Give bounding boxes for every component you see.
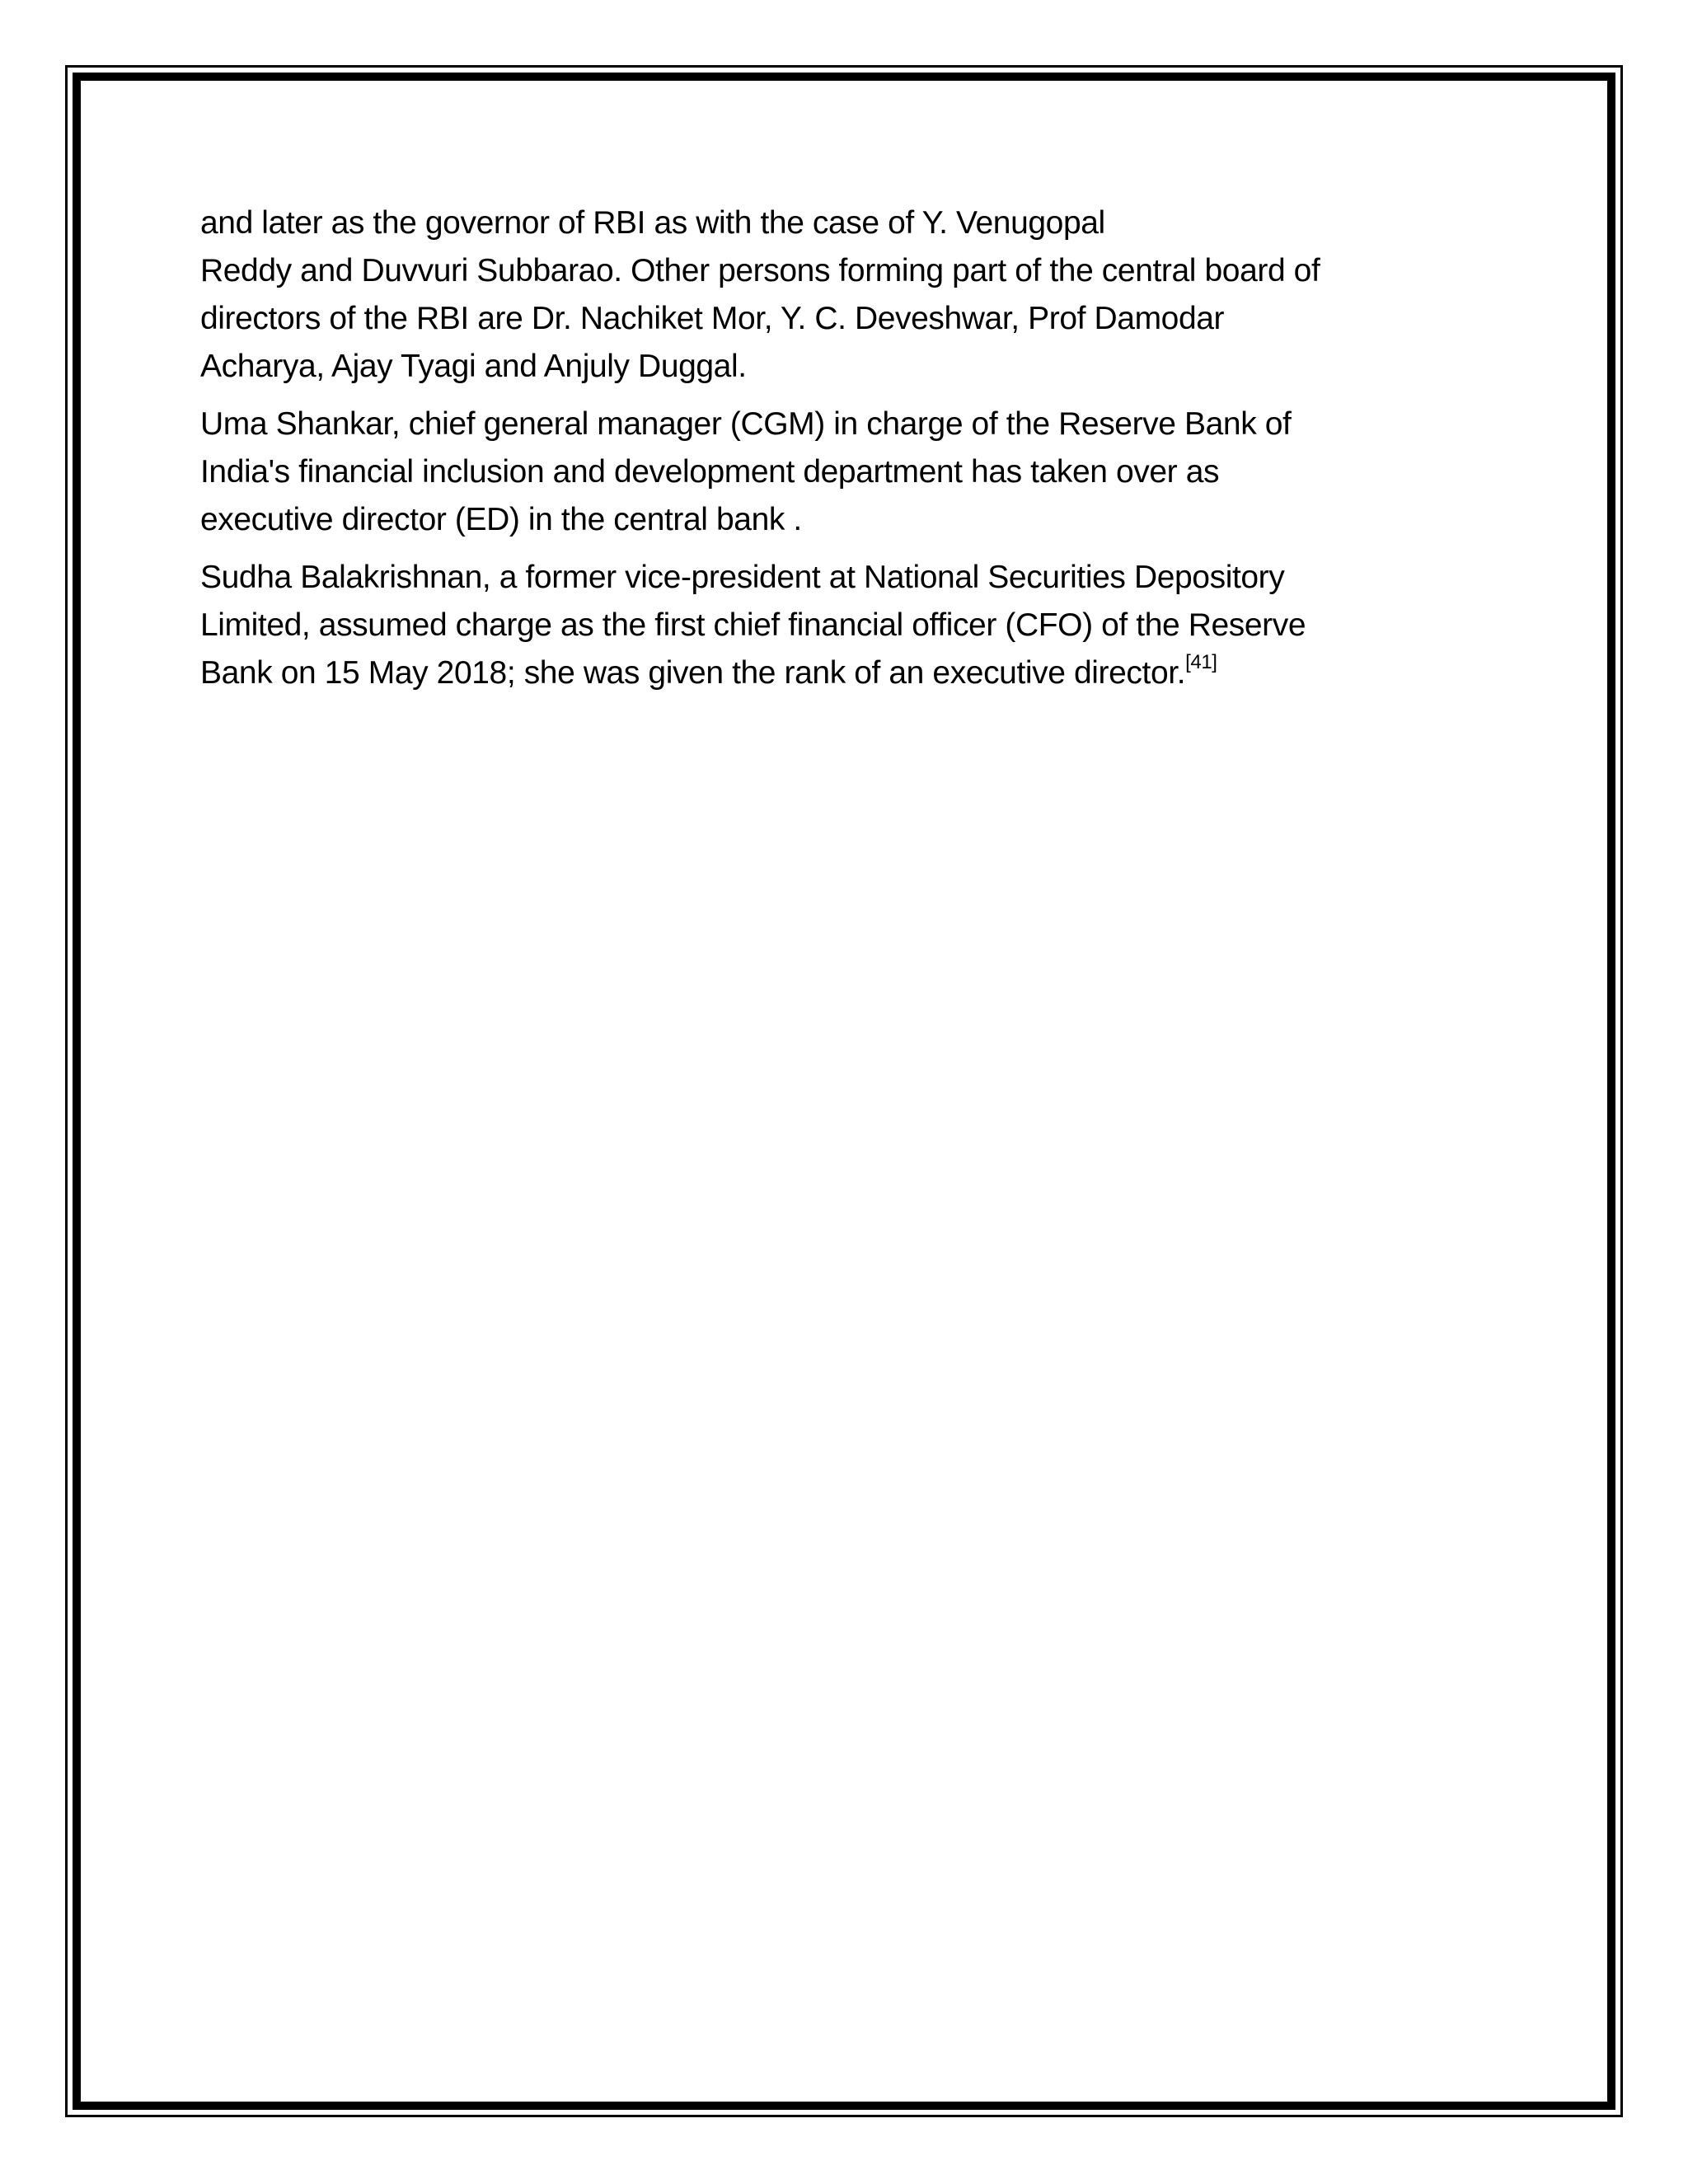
paragraph-sudha-balakrishnan [200,554,1486,697]
text-line: Uma Shankar, chief general manager (CGM) in charge of the Reserve Bank of [200,406,1292,442]
text-line: India's financial inclusion and development department has taken over as [200,454,1220,490]
text-line: Bank on 15 May 2018; she was given the rank of an executive director. [200,655,1186,691]
footnote-reference-link[interactable]: [41] [1185,651,1217,673]
text-line: Reddy and Duvvuri Subbarao. Other persons forming part of the central board of [200,253,1320,288]
text-line-with-footnote [200,649,1486,697]
text-line: Sudha Balakrishnan, a former vice-president at National Securities Depository [200,560,1285,595]
text-line: executive director (ED) in the central bank . [200,502,802,537]
paragraph-rbi-board [200,199,1486,391]
document-body [200,199,1486,707]
text-line: and later as the governor of RBI as with the case of Y. Venugopal [200,205,1105,241]
paragraph-uma-shankar [200,401,1486,544]
text-line: Acharya, Ajay Tyagi and Anjuly Duggal. [200,349,747,384]
text-line: directors of the RBI are Dr. Nachiket Mor, Y. C. Deveshwar, Prof Damodar [200,301,1225,336]
text-line: Limited, assumed charge as the first chief financial officer (CFO) of the Reserve [200,607,1306,643]
